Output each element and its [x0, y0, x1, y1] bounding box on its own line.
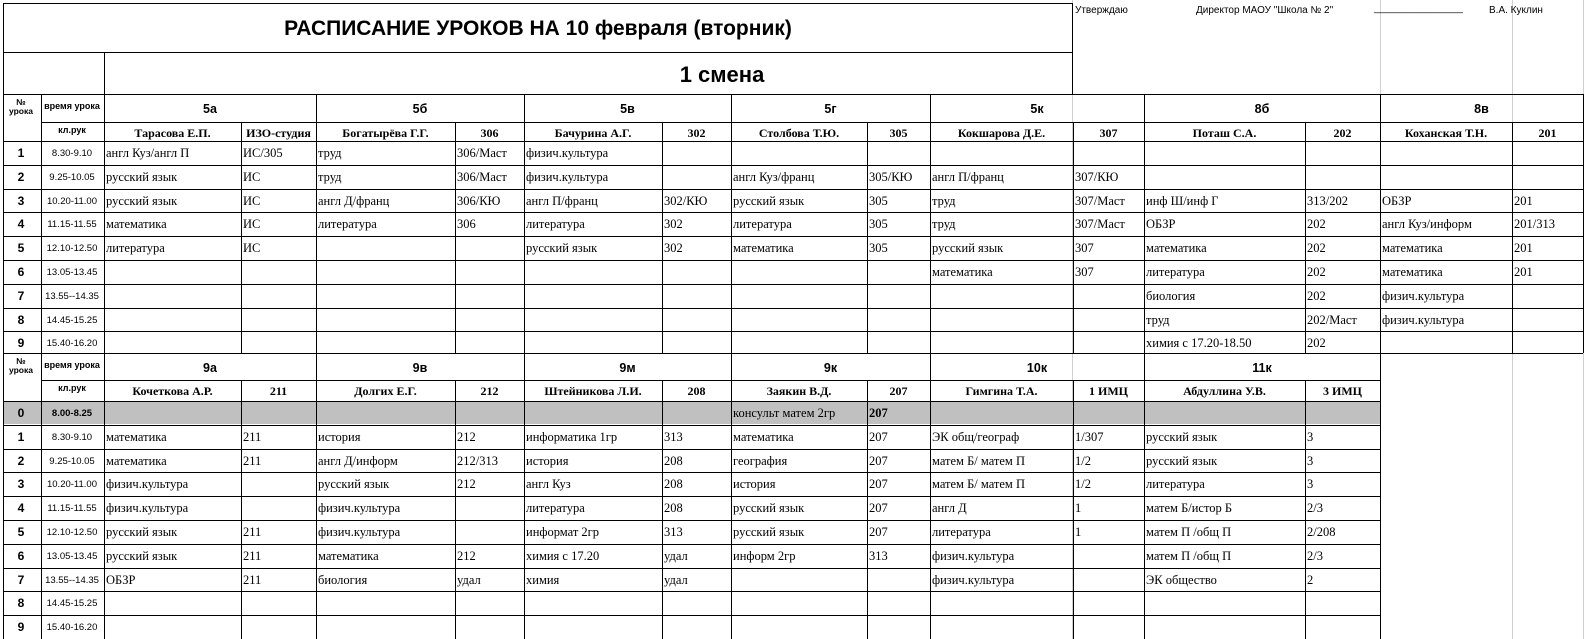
- room-cell: 212: [457, 429, 476, 444]
- grid-line: [455, 122, 456, 353]
- grid-line: [1144, 353, 1145, 639]
- room-cell: 302: [664, 241, 683, 256]
- room-cell: 3: [1307, 429, 1314, 444]
- room-cell: 313: [869, 548, 888, 563]
- room-cell: 3: [1307, 453, 1314, 468]
- lesson-time: 10.20-11.00: [46, 479, 98, 491]
- room-cell: 2/208: [1307, 525, 1336, 539]
- grid-line: [1512, 122, 1513, 353]
- room-cell: 306/Маст: [457, 169, 507, 184]
- class-name-10к: 10к: [1026, 361, 1048, 375]
- subject-cell: биология: [318, 572, 368, 587]
- lesson-number: 0: [17, 406, 25, 420]
- room-cell: 202: [1307, 288, 1326, 303]
- class-room: 212: [480, 384, 499, 398]
- lesson-time: 13.05-13.45: [46, 267, 98, 278]
- subject-cell: история: [733, 477, 776, 492]
- subject-cell: англ Д: [932, 501, 967, 516]
- class-name-9к: 9к: [823, 361, 838, 375]
- room-cell: 305: [869, 193, 888, 208]
- grid-line: [455, 380, 456, 639]
- class-teacher: Коханская Т.Н.: [1404, 126, 1488, 140]
- grid-line: [867, 380, 868, 639]
- lesson-time: 10.20-11.00: [46, 195, 98, 207]
- grid-line: [3, 544, 1380, 545]
- subject-cell: литература: [526, 217, 585, 232]
- subject-cell: литература: [733, 217, 792, 232]
- room-cell: ИС: [243, 217, 261, 232]
- class-teacher: Долгих Е.Г.: [354, 384, 417, 398]
- subject-cell: литература: [1146, 477, 1205, 492]
- subject-cell: физич.культура: [106, 477, 189, 492]
- lesson-time: 12.10-12.50: [46, 527, 98, 538]
- grid-line: [3, 520, 1380, 521]
- room-cell: 1/307: [1075, 429, 1104, 444]
- room-cell: 305: [869, 217, 888, 232]
- room-cell: 212: [457, 548, 476, 563]
- room-cell: 307/Маст: [1075, 217, 1125, 232]
- room-cell: 1: [1075, 525, 1082, 539]
- class-teacher: Заякин В.Д.: [766, 384, 832, 398]
- grid-line: [241, 380, 242, 639]
- subject-cell: англ Куз/франц: [733, 169, 815, 184]
- lesson-time: 13.55--14.35: [45, 290, 99, 302]
- class-teacher: Тарасова Е.П.: [134, 126, 211, 140]
- subject-cell: матем П /общ П: [1146, 525, 1232, 539]
- room-cell: 307/КЮ: [1075, 169, 1119, 184]
- shift-label: 1 смена: [679, 62, 765, 87]
- class-teacher: Кочеткова А.Р.: [132, 384, 213, 398]
- room-cell: ИС/305: [243, 146, 283, 160]
- lesson-number: 8: [17, 596, 25, 611]
- grid-line: [41, 353, 42, 639]
- subject-cell: русский язык: [106, 169, 178, 184]
- grid-line: [3, 568, 1380, 569]
- lesson-time: 15.40-16.20: [46, 622, 98, 634]
- room-cell: 202: [1307, 217, 1326, 232]
- room-cell: 208: [664, 477, 683, 492]
- room-cell: 211: [243, 525, 262, 539]
- class-room: 207: [889, 384, 908, 398]
- class-room: 208: [687, 384, 706, 398]
- subject-cell: русский язык: [733, 501, 805, 516]
- grid-line: [731, 94, 732, 353]
- grid-line: [662, 122, 663, 353]
- room-cell: 305: [869, 241, 888, 256]
- lesson-number: 4: [17, 501, 25, 516]
- lesson-number: 4: [17, 217, 25, 232]
- grid-line: [3, 3, 1072, 4]
- subject-cell: литература: [106, 241, 165, 256]
- class-room: 307: [1099, 126, 1118, 140]
- grid-line: [3, 472, 1380, 473]
- class-room: 1 ИМЦ: [1089, 384, 1128, 398]
- lesson-time: 13.05-13.45: [46, 550, 98, 562]
- subject-cell: физич.культура: [1382, 312, 1465, 327]
- room-cell: ИС: [243, 169, 261, 184]
- lesson-number: 9: [17, 620, 25, 635]
- class-name-5б: 5б: [412, 102, 428, 116]
- lesson-number: 3: [17, 477, 25, 492]
- room-cell: 211: [243, 453, 262, 468]
- room-cell: 306/КЮ: [457, 193, 501, 208]
- lesson-time: 8.30-9.10: [51, 431, 93, 443]
- subject-cell: англ Куз/информ: [1382, 217, 1472, 232]
- signature-line: ________________: [1374, 3, 1463, 14]
- grid-line: [41, 94, 42, 353]
- subject-cell: физич.культура: [318, 501, 401, 516]
- room-cell: 211: [243, 572, 262, 587]
- subject-cell: математика: [1146, 241, 1207, 256]
- room-cell: 2: [1307, 572, 1314, 587]
- room-cell: 307: [1075, 265, 1094, 279]
- grid-line: [41, 122, 1583, 123]
- class-room: ИЗО-студия: [246, 126, 311, 140]
- room-cell: 306/Маст: [457, 146, 507, 160]
- lesson-number: 2: [17, 169, 25, 184]
- room-cell: 313: [664, 429, 683, 444]
- class-teacher: Штейникова Л.И.: [544, 384, 642, 398]
- subject-cell: физич.культура: [1382, 288, 1465, 303]
- room-cell: удал: [457, 572, 481, 587]
- grid-line: [930, 94, 931, 353]
- subject-cell: математика: [1382, 241, 1443, 256]
- grid-line: [1073, 122, 1074, 353]
- subject-cell: матем Б/ матем П: [932, 453, 1025, 468]
- class-name-9м: 9м: [619, 361, 636, 375]
- grid-line: [104, 94, 105, 353]
- grid-line: [867, 122, 868, 353]
- class-name-5в: 5в: [620, 102, 635, 116]
- grid-line: [3, 353, 1380, 354]
- lesson-time: 14.45-15.25: [46, 598, 98, 610]
- room-cell: 1/2: [1075, 453, 1091, 468]
- bottom_block-kl-label: кл.рук: [58, 383, 86, 393]
- room-cell: 202: [1307, 241, 1326, 256]
- top_block-time-label: время урока: [44, 101, 100, 111]
- grid-line: [1305, 380, 1306, 639]
- grid-line: [524, 94, 525, 353]
- subject-cell: химия с 17.20: [526, 548, 600, 563]
- grid-line: [3, 165, 1583, 166]
- lesson-number: 3: [17, 193, 25, 208]
- bottom_block-num-label: № урока: [9, 356, 33, 375]
- room-cell: 305/КЮ: [869, 169, 913, 184]
- subject-cell: история: [318, 429, 361, 444]
- subject-cell: физич.культура: [526, 169, 609, 184]
- room-cell: 202: [1307, 336, 1326, 351]
- class-teacher: Бачурина А.Г.: [554, 126, 632, 140]
- grid-line: [3, 141, 1583, 142]
- class-name-8в: 8в: [1474, 102, 1489, 116]
- grid-line: [3, 94, 1583, 95]
- lesson-number: 2: [17, 453, 25, 468]
- grid-line: [3, 52, 1072, 53]
- subject-cell: труд: [318, 146, 342, 160]
- lesson-number: 6: [17, 548, 25, 563]
- subject-cell: математика: [733, 241, 794, 256]
- lesson-number: 5: [17, 525, 25, 539]
- grid-line: [3, 308, 1583, 309]
- subject-cell: химия с 17.20-18.50: [1146, 336, 1252, 351]
- room-cell: удал: [664, 548, 688, 563]
- subject-cell: ОБЗР: [1146, 217, 1176, 232]
- room-cell: 1/2: [1075, 477, 1091, 492]
- subject-cell: русский язык: [526, 241, 598, 256]
- class-room: 202: [1333, 126, 1352, 140]
- lesson-number: 1: [17, 146, 25, 160]
- room-cell: 201: [1514, 193, 1533, 208]
- subject-cell: математика: [106, 453, 167, 468]
- subject-cell: матем Б/ матем П: [932, 477, 1025, 492]
- room-cell: 1: [1075, 501, 1082, 516]
- grid-line: [3, 260, 1583, 261]
- subject-cell: математика: [733, 429, 794, 444]
- subject-cell: физич.культура: [932, 572, 1015, 587]
- grid-line: [104, 353, 105, 639]
- room-cell: 207: [869, 501, 888, 516]
- subject-cell: литература: [932, 525, 991, 539]
- room-cell: 211: [243, 429, 262, 444]
- subject-cell: англ П/франц: [932, 169, 1004, 184]
- class-name-8б: 8б: [1254, 102, 1270, 116]
- room-cell: 207: [869, 429, 888, 444]
- subject-cell: математика: [932, 265, 993, 279]
- grid-line: [3, 284, 1583, 285]
- subject-cell: русский язык: [1146, 429, 1218, 444]
- class-room: 201: [1538, 126, 1557, 140]
- room-cell: 212: [457, 477, 476, 492]
- room-cell: 306: [457, 217, 476, 232]
- subject-cell: ОБЗР: [1382, 193, 1412, 208]
- room-cell: 207: [869, 525, 888, 539]
- lesson-time: 9.25-10.05: [49, 455, 95, 467]
- room-cell: ИС: [243, 241, 261, 256]
- subject-cell: англ П/франц: [526, 193, 598, 208]
- subject-cell: математика: [1382, 265, 1443, 279]
- grid-line: [3, 615, 1380, 616]
- subject-cell: ЭК общ/географ: [932, 429, 1020, 444]
- grid-line: [3, 496, 1380, 497]
- grid-line: [1073, 380, 1074, 639]
- room-cell: 307/Маст: [1075, 193, 1125, 208]
- class-teacher: Столбова Т.Ю.: [758, 126, 840, 140]
- subject-cell: матем П /общ П: [1146, 548, 1232, 563]
- subject-cell: русский язык: [106, 193, 178, 208]
- subject-cell: физич.культура: [526, 146, 609, 160]
- subject-cell: труд: [1146, 312, 1170, 327]
- room-cell: 208: [664, 453, 683, 468]
- subject-cell: информатика 1гр: [526, 429, 618, 444]
- grid-line: [3, 425, 1380, 426]
- approval-label: Утверждаю: [1075, 5, 1128, 16]
- subject-cell: математика: [106, 217, 167, 232]
- lesson-time: 14.45-15.25: [46, 314, 98, 326]
- grid-line: [930, 353, 931, 639]
- class-room: 302: [687, 126, 706, 140]
- room-cell: 202/Маст: [1307, 312, 1357, 327]
- bottom_block-time-label: время урока: [44, 360, 100, 370]
- grid-line: [3, 591, 1380, 592]
- class-room: 306: [480, 126, 499, 140]
- room-cell: 302: [664, 217, 683, 232]
- subject-cell: англ Д/информ: [318, 453, 398, 468]
- subject-cell: биология: [1146, 288, 1196, 303]
- room-cell: удал: [664, 572, 688, 587]
- grid-line: [3, 449, 1380, 450]
- subject-cell: англ Куз: [526, 477, 571, 492]
- grid-line: [3, 401, 1380, 402]
- subject-cell: англ Куз/англ П: [106, 146, 190, 160]
- page-title: РАСПИСАНИЕ УРОКОВ НА 10 февраля (вторник): [284, 17, 792, 40]
- class-room: 211: [269, 384, 288, 398]
- lesson-time: 8.30-9.10: [51, 148, 93, 159]
- room-cell: 302/КЮ: [664, 193, 708, 208]
- lesson-number: 7: [17, 288, 25, 303]
- grid-line: [316, 94, 317, 353]
- room-cell: 207: [869, 477, 888, 492]
- room-cell: 208: [664, 501, 683, 516]
- grid-line: [662, 380, 663, 639]
- lesson-number: 8: [17, 312, 25, 327]
- subject-cell: русский язык: [733, 193, 805, 208]
- grid-line: [731, 353, 732, 639]
- room-cell: 313: [664, 525, 683, 539]
- lesson-time: 8.00-8.25: [51, 408, 93, 419]
- grid-line: [316, 353, 317, 639]
- subject-cell: труд: [318, 169, 342, 184]
- subject-cell: литература: [1146, 265, 1205, 279]
- grid-line: [3, 331, 1583, 332]
- subject-cell: русский язык: [932, 241, 1004, 256]
- room-cell: 207: [869, 453, 888, 468]
- class-teacher: Абдуллина У.В.: [1183, 384, 1266, 398]
- subject-cell: химия: [526, 572, 560, 587]
- room-cell: 201/313: [1514, 217, 1555, 232]
- grid-line: [1305, 122, 1306, 353]
- grid-line: [524, 353, 525, 639]
- row-zero-shade: [3, 401, 1381, 424]
- room-cell: 201: [1514, 265, 1533, 279]
- class-name-11к: 11к: [1252, 361, 1272, 375]
- class-name-5а: 5а: [203, 102, 217, 116]
- subject-cell: литература: [318, 217, 377, 232]
- grid-line: [3, 212, 1583, 213]
- subject-cell: информ 2гр: [733, 548, 796, 563]
- grid-line: [3, 189, 1583, 190]
- grid-line: [1144, 94, 1145, 353]
- subject-cell: русский язык: [106, 525, 178, 539]
- class-room: 3 ИМЦ: [1323, 384, 1362, 398]
- subject-cell: матем Б/истор Б: [1146, 501, 1233, 516]
- subject-cell: физич.культура: [106, 501, 189, 516]
- top_block-kl-label: кл.рук: [58, 125, 86, 135]
- lesson-time: 11.15-11.55: [47, 503, 97, 515]
- grid-line: [1380, 94, 1381, 353]
- grid-line: [104, 52, 105, 95]
- director-label: Директор МАОУ "Школа № 2": [1196, 5, 1334, 16]
- subject-cell: физич.культура: [318, 525, 401, 539]
- subject-cell: история: [526, 453, 569, 468]
- subject-cell: русский язык: [733, 525, 805, 539]
- room-cell: 207: [869, 406, 888, 420]
- lesson-number: 6: [17, 265, 25, 279]
- class-teacher: Поташ С.А.: [1192, 126, 1257, 140]
- class-name-9а: 9а: [203, 361, 217, 375]
- room-cell: ИС: [243, 193, 261, 208]
- room-cell: 307: [1075, 241, 1094, 256]
- class-teacher: Богатырёва Г.Г.: [342, 126, 429, 140]
- grid-line: [241, 122, 242, 353]
- subject-cell: труд: [932, 217, 956, 232]
- class-name-9в: 9в: [412, 361, 428, 375]
- lesson-time: 9.25-10.05: [49, 171, 95, 183]
- class-teacher: Гимгина Т.А.: [965, 384, 1038, 398]
- room-cell: 212/313: [457, 453, 498, 468]
- grid-line: [1380, 353, 1381, 639]
- subject-cell: русский язык: [106, 548, 178, 563]
- subject-cell: русский язык: [1146, 453, 1218, 468]
- subject-cell: ОБЗР: [106, 572, 136, 587]
- lesson-number: 7: [17, 572, 25, 587]
- subject-cell: англ Д/франц: [318, 193, 390, 208]
- subject-cell: консульт матем 2гр: [733, 406, 836, 420]
- subject-cell: физич.культура: [932, 548, 1015, 563]
- director-name: В.А. Куклин: [1489, 5, 1543, 16]
- top_block-num-label: № урока: [9, 97, 33, 116]
- lesson-time: 11.15-11.55: [47, 219, 97, 231]
- grid-line: [1072, 3, 1073, 95]
- subject-cell: математика: [318, 548, 379, 563]
- subject-cell: информат 2гр: [526, 525, 600, 539]
- lesson-number: 9: [17, 336, 25, 351]
- class-name-5г: 5г: [824, 102, 837, 116]
- room-cell: 211: [243, 548, 262, 563]
- subject-cell: литература: [526, 501, 585, 516]
- class-room: 305: [889, 126, 908, 140]
- lesson-time: 12.10-12.50: [46, 243, 98, 255]
- lesson-time: 15.40-16.20: [46, 338, 98, 350]
- room-cell: 2/3: [1307, 548, 1323, 563]
- room-cell: 201: [1514, 241, 1533, 256]
- grid-line: [3, 236, 1583, 237]
- room-cell: 3: [1307, 477, 1314, 492]
- lesson-time: 13.55--14.35: [45, 574, 99, 586]
- subject-cell: труд: [932, 193, 956, 208]
- subject-cell: инф Ш/инф Г: [1146, 193, 1219, 208]
- room-cell: 202: [1307, 265, 1326, 279]
- class-name-5к: 5к: [1030, 102, 1044, 116]
- subject-cell: география: [733, 453, 788, 468]
- subject-cell: ЭК общество: [1146, 572, 1217, 587]
- subject-cell: математика: [106, 429, 167, 444]
- room-cell: 2/3: [1307, 501, 1323, 516]
- room-cell: 313/202: [1307, 193, 1348, 208]
- lesson-number: 5: [17, 241, 25, 256]
- subject-cell: русский язык: [318, 477, 390, 492]
- lesson-number: 1: [17, 429, 25, 444]
- class-teacher: Кокшарова Д.Е.: [957, 126, 1046, 140]
